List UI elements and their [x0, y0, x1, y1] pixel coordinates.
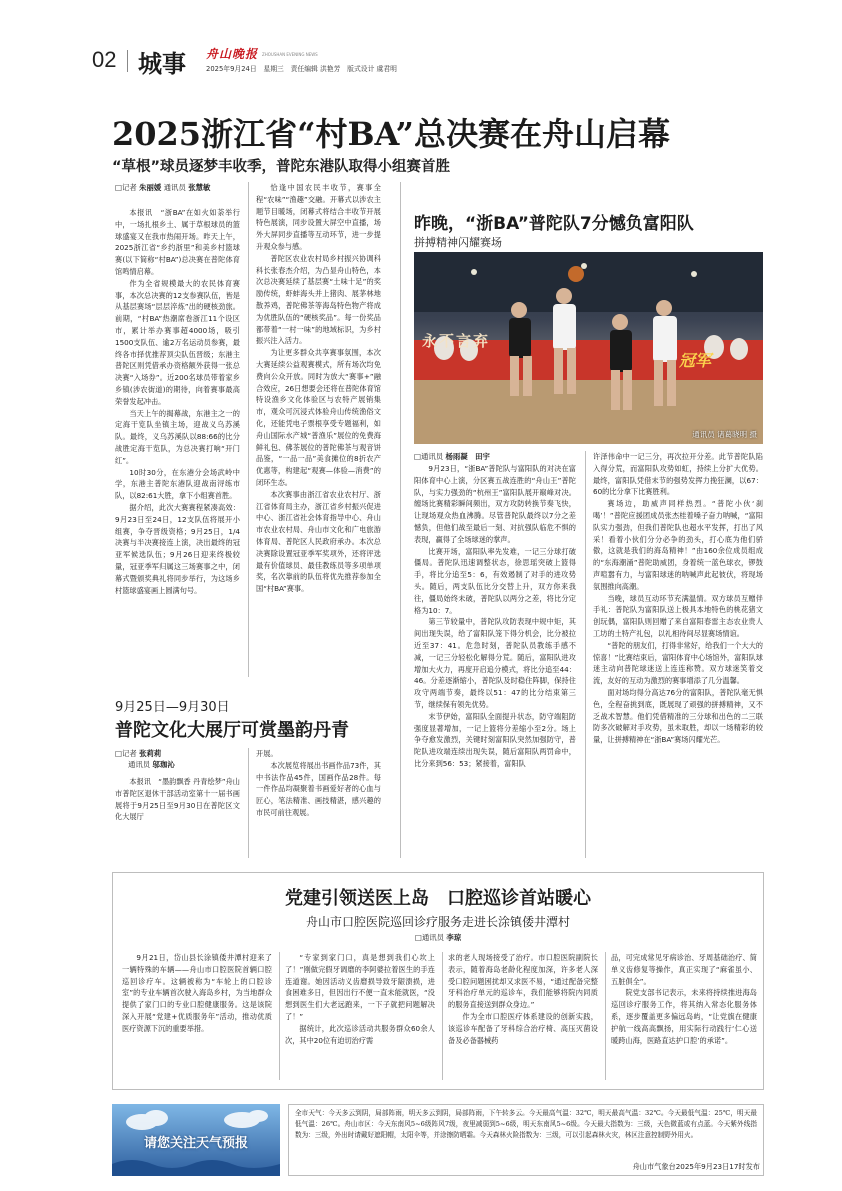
photo-banner-text: 冠军: [679, 351, 712, 370]
byline-label-2: 通讯员: [128, 760, 153, 769]
paragraph: “专家到家门口，真是想到我们心坎上了！”刚做完假牙调磨的李阿婆拉着医生的手连连道谢。她因活动义齿磨损导致牙龈溃损，进食困难多日，但因出行不便一直未能就医，“没想到医生们大老远跑来，一下子就把问题解决了！”: [285, 953, 435, 1021]
page-header: [0, 0, 842, 80]
culture-headline: 普陀文化大展厅可赏墨韵丹青: [115, 720, 349, 741]
paragraph: 品，可完成常见牙病诊治、牙周基础治疗、简单义齿修复等操作，真正实现了“麻雀虽小、五脏俱全”。: [611, 953, 757, 986]
health-column-2: [285, 952, 435, 1082]
byline-line-2: [115, 759, 245, 770]
paragraph: 求的老人现场接受了治疗。市口腔医院副院长表示，随着海岛老龄化程度加深，许多老人深受口腔问题困扰却又求医不易，“通过配备完整牙科治疗单元的巡诊车，我们能够将院内同质的服务直接送到群众身边。”: [448, 953, 598, 1010]
byline-label: □记者: [115, 749, 140, 758]
game-headline: 昨晚，“浙BA”普陀队7分憾负富阳队: [414, 214, 694, 234]
paragraph: 为让更多群众共享赛事氛围，本次大赛延续公益观赛模式，所有场次均免费向公众开放。同时为放大“赛事+”融合效应，26日想要会还将在普陀体育馆特设渔乡文化体验区与农特产展销集市，观众可沉浸式体验舟山传统渔俗文化，还能凭电子票根享受专题福利，如舟山国际水产城“普渔乐”展位的免费海鲜礼包、佛茶展位的普陀佛茶与观音饼品鉴，“一品一品”美食摊位的8折农产优惠等，构建起“观赛—体验—消费”的闭环生态。: [256, 348, 381, 487]
weather-forecast: 全市天气：今天多云到阴，局部阵雨，明天多云到阴，局部阵雨，下午转多云。今天最高气温：32℃，明天最高气温：32℃。今天最低气温：25℃，明天最低气温：26℃。舟山市区：今天东南风5~6级阵风7级，夜里减弱到5~6级，明天东南风5~6级。今天最大指数为：三级，天色微蓝或有点蓝。今天紫外线指数为：三级，外出时请戴好遮阳帽，太阳伞等，并涂擦防晒霜。今天森林火险指数为：三级，可以引起森林火灾，林区注意控制野外用火。: [295, 1109, 757, 1140]
paragraph: 当晚，球员互动环节充满温情。双方球员互赠伴手礼：普陀队为富阳队送上极具本地特色的桃花猪文创玩偶，富阳队则回赠了来自富阳春雷主态农业贵人工坊的土特产礼包，以礼相待间尽显赛场情谊。: [593, 593, 763, 638]
paragraph: 末节伊始，富阳队全面提升状态，防守端阻防强度显著增加，一记上篮将分差缩小至2分。场上争夺愈发激烈，关键时刻富阳队突然加强防守，普陀队进攻端连续出现失误，随后富阳队两罚命中，比分来到56：53；紧接着，富阳队: [414, 711, 576, 768]
weather-footer: 舟山市气象台2025年9月23日17时发布: [632, 1162, 760, 1171]
culture-dateline: 9月25日—9月30日: [115, 700, 230, 715]
health-byline: [112, 932, 764, 943]
paragraph: 据统计，此次巡诊活动共服务群众60余人次，其中20位有迫切治疗需: [285, 1023, 435, 1045]
page-number: 02: [92, 47, 117, 72]
health-column-4: [611, 952, 757, 1082]
column-rule: [248, 182, 249, 677]
game-subhead: 拼搏精神闪耀赛场: [414, 236, 502, 249]
byline-correspondent: 张慧敏: [188, 183, 211, 192]
byline-correspondent: 邬珈沁: [152, 760, 175, 769]
paragraph: 开展。: [256, 749, 278, 758]
lead-headline: 2025浙江省“村BA”总决赛在舟山启幕: [112, 115, 670, 153]
paragraph: 恰逢中国农民丰收节，赛事全程“农味”“渔趣”交融。开幕式以涉农主题节目暖场，闭幕式将结合丰收节开展特色展演，同步设置大屏空中直播，场外大屏同步直播等互动环节，进一步提升观众参与感。: [256, 183, 381, 251]
paragraph: 9月23日，“浙BA”普陀队与富阳队的对决在富阳体育中心上演，分区赛五战连胜的“舟山王”普陀队，与实力强劲的“杭州王”富阳队展开巅峰对决。缠场比赛精彩瞬间频出，双方攻防转换节奏飞快，让现场观众热血沸腾。尽管普陀队最终以7分之差憾负，但他们战至最后一刻、对抗强队临危不惧的表现，赢得了全场球迷的掌声。: [414, 464, 576, 544]
paper-logo-sub: ZHOUSHAN EVENING NEWS: [262, 52, 318, 57]
game-column-1: [414, 463, 576, 858]
paragraph: 当天上午的揭幕战，东港主之一的定海干览队坐镇主场，迎战义乌苏溪队。最终，义乌苏溪队以88:66的比分战胜定海干览队，为总决赛打响“开门红”。: [115, 408, 240, 465]
health-column-1: [122, 952, 272, 1082]
cloud-icon: [126, 1110, 268, 1130]
health-headline: 党建引领送医上岛 口腔巡诊首站暖心: [285, 888, 591, 909]
column-rule: [279, 952, 280, 1080]
photo-caption: 通讯员 诸葛晓明 摄: [692, 430, 757, 439]
paragraph: 本报讯 “浙BA”在如火如荼举行中，一场扎根乡土、属于草根球员的篮球盛宴又在我市热闹开场。昨天上午，2025浙江省“乡约浙里”和美乡村篮球赛(以下简称“村BA”)总决赛在普陀体育馆鸣情启幕。: [115, 208, 240, 276]
paragraph: 面对场均得分高达76分的富阳队，普陀队毫无惧色，全程奋挑到底，既展现了顽强的拼搏精神，又不乏战术智慧。他们凭借精准的三分球和出色的二三联防多次破解对手攻势，虽未取胜，却以一场精彩的较量，让拼搏精神在“浙BA”赛场闪耀光芒。: [593, 687, 763, 745]
paragraph: 作为全省规模最大的农民体育赛事，本次总决赛的12支参赛队伍，皆是从基层赛场“层层淬炼”出的硬核劲旅。前期，“村BA”热潮席卷浙江11个设区市，累计举办赛事超4000场，吸引1500支队伍、逾2万名运动员参赛，最终各市择优推荐顶尖队伍晋级；东港主普陀区则凭借承办资格额外获得一张总决赛“入场券”。近200名球员带着家乡乡镇(涉农街道)的期待，向着赛事最高荣誉发起冲击。: [115, 278, 240, 406]
byline-line-1: [115, 748, 245, 759]
column-rule: [442, 952, 443, 1080]
lead-subhead: “草根”球员逐梦丰收季，普陀东港队取得小组赛首胜: [112, 159, 451, 175]
culture-column-1: [115, 776, 240, 858]
column-rule: [248, 748, 249, 858]
byline-reporter: 张莉莉: [139, 749, 162, 758]
game-byline: [414, 451, 574, 462]
header-date-line: 2025年9月24日 星期三 责任编辑 洪艳芳 版式设计 虞君明: [206, 65, 397, 73]
paragraph: 第三节较量中，普陀队攻防表现中规中矩，其间出现失误，给了富阳队笼下得分机会，比分被拉近至37：41。危急时刻，普陀队员教练手感不减，一记三分轻松化解得分荒。随后，富阳队进攻增加大火力，再度开启追分模式，将比分追至44：46。分差逐渐缩小，普陀队及时稳住阵脚，保持住攻守两端节奏，最终以51：47的比分结束第三节，继续保有领先优势。: [414, 617, 576, 709]
column-rule: [605, 952, 606, 1080]
photo-scoreboard-text: 永不言弃: [422, 332, 491, 350]
paragraph: 比赛开场，富阳队率先发难，一记三分球打破僵局。普陀队迅速调整状态，徐思瑶突破上篮得手，将比分追至5：6，有效遏制了对手的进攻势头。随后，两支队伍比分交替上升，双方你来我往，僵局始终未破，普陀队以两分之差，将比分定格为10：7。: [414, 546, 576, 615]
culture-byline: [115, 748, 245, 770]
health-subhead: 舟山市口腔医院巡回诊疗服务走进长涂镇倭井潭村: [305, 915, 570, 929]
paragraph: 许泽伟命中一记三分，再次拉开分差。此节普陀队陷入得分荒，而富阳队攻势如虹，持续上分扩大优势。最终，富阳队凭借末节的强势发挥力挽狂澜，以67：60的比分拿下比赛胜利。: [593, 452, 763, 497]
byline-label: □通讯员: [414, 452, 446, 461]
paragraph: “普陀的朋友们，打得非常好，给我们一个大大的惊喜！”比赛结束后，富阳体育中心场馆外，富阳队球迷主动向普陀球迷送上连连称赞。双方球迷笑着交流，友好的互动为激烈的赛事增添了几分温馨。: [593, 640, 763, 686]
paragraph: 院党支部书记表示，未来将持续推进海岛巡回诊疗服务工作，将其纳入常态化服务体系，逐步覆盖更多偏远岛屿，“让党旗在健康护航一线高高飘扬，用实际行动践行‘仁心送暖跨山海，医路直达护口腔’的承诺”。: [611, 988, 757, 1045]
paragraph: 本报讯 “墨韵飘香 丹青绘梦”舟山市普陀区退休干部活动室第十一届书画展将于9月25日至9月30日在普陀区文化大展厅: [115, 777, 240, 822]
lead-column-1: [115, 207, 240, 677]
paper-logo: 舟山晚报: [206, 47, 259, 61]
paragraph: 普陀区农业农村局乡村振兴协调科科长张春杰介绍，为凸显舟山特色，本次总决赛延续了基层赛“土味十足”的奖励传统，虾蚌海头并上猪肉、展茅林地散养鸡，普陀佛茶等海岛特色物产将成为优胜队伍的“硬核奖品”。每一份奖品都带着“一村一味”的地域标识，为乡村振兴注入活力。: [256, 253, 381, 346]
paragraph: 9月21日，岱山县长涂镇倭井潭村迎来了一辆特殊的车辆——舟山市口腔医院首辆口腔巡回诊疗车。这辆被称为“车轮上的口腔诊室”的专业车辆首次驶入海岛乡村，为当地群众提供了家门口的专业口腔健康服务。这是该院深入开展“党建+优质服务年”活动，推动优质医疗资源下沉的重要举措。: [122, 953, 272, 1033]
weather-banner-text: 请您关注天气预报: [143, 1136, 248, 1151]
paragraph: 10时30分，在东港分会场武岭中学，东港主普陀东港队迎战南浔练市队，以82:61大胜，拿下小组赛首胜。: [115, 467, 240, 501]
byline-label: □记者: [115, 183, 140, 192]
section-title: 城事: [138, 49, 186, 78]
game-photo: [414, 252, 763, 444]
byline-label: □通讯员: [414, 933, 447, 942]
paragraph: 作为全市口腔医疗体系建设的创新实践，该巡诊车配备了牙科综合治疗椅、高压灭菌设备及必备器械药: [448, 1011, 598, 1045]
paragraph: 赛场边，助威声同样热烈。“普陀小伙‘刹喝’！”普陀应援团成员张杰桂着嗓子奋力呐喊，“富阳队实力强劲，但我们普陀队也超水平发挥，打出了风采！看着小伙们分分必争的劲头，打心底为他们骄傲，这就是我们的海岛精神！”由160余位成员组成的“东海潮涌”普陀助威团，身着统一蓝色球衣，锣鼓声喧嚣有力，与富阳球迷的呐喊声此起彼伏，将现场氛围推向高潮。: [593, 499, 763, 591]
byline-reporter: 朱丽媛: [139, 183, 162, 192]
header-divider: [127, 50, 128, 72]
lead-byline: [115, 182, 255, 193]
weather-banner: [112, 1104, 280, 1176]
game-column-2: [593, 451, 763, 858]
lead-column-2: [256, 182, 381, 677]
paragraph: 本次展览将展出书画作品73件，其中书法作品45件，国画作品28件。每一件作品均凝聚着书画爱好者的心血与匠心，笔法精准、画技精湛，感兴趣的市民可前往观展。: [256, 760, 381, 817]
byline-label-2: 通讯员: [161, 183, 189, 192]
paragraph: 本次赛事由浙江省农业农村厅、浙江省体育局主办，浙江省乡村振兴促进中心、浙江省社会体育指导中心、舟山市农业农村局、舟山市文化和广电旅游体育局、普陀区人民政府承办。本次总决赛除设置冠亚季军奖项外，还将评选最有价值球员、最佳教练员等多项单项奖，名次靠前的队伍将优先推荐参加全国“村BA”赛事。: [256, 489, 381, 594]
column-rule: [585, 451, 586, 858]
wave-icon: [112, 1160, 280, 1176]
byline-correspondent: 李琼: [446, 933, 462, 942]
paragraph: 据介绍，此次大赛赛程紧凑高效：9月23日至24日，12支队伍将展开小组赛，争夺晋级资格；9月25日，1/4决赛与半决赛接连上演，决出最终的冠亚军候选队伍；9月26日迎来终极较量，冠亚季军归属这三场赛事之中，闭幕式暨颁奖典礼将同步举行，为这场乡村篮球盛宴画上圆满句号。: [115, 502, 240, 595]
byline-correspondents: 杨雨凝 田宇: [445, 452, 490, 461]
health-column-3: [448, 952, 598, 1082]
culture-column-2: [256, 748, 381, 858]
section-rule-vertical: [400, 182, 401, 858]
